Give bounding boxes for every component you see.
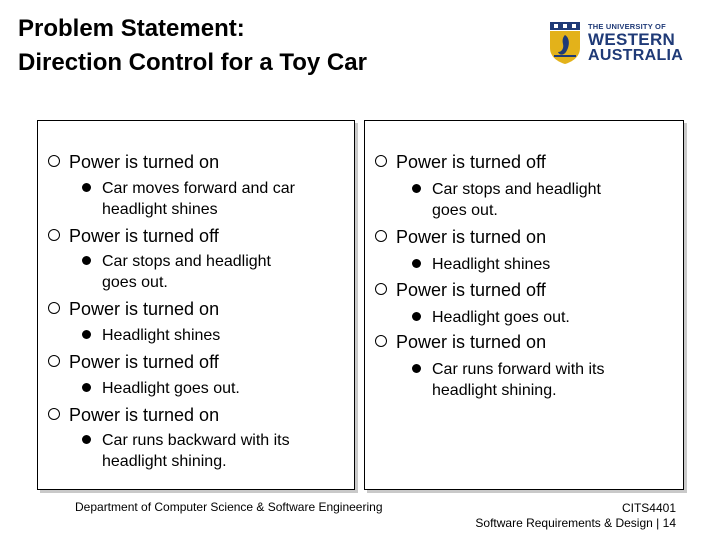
hollow-circle-bullet-icon: [48, 155, 60, 167]
left-item-2: Power is turned off: [48, 226, 219, 246]
left-item-1-sub: Car moves forward and car headlight shines: [102, 178, 295, 220]
hollow-circle-bullet-icon: [375, 230, 387, 242]
uwa-crest-icon: [548, 22, 582, 64]
hollow-circle-bullet-icon: [375, 283, 387, 295]
footer-course-code: CITS4401: [621, 501, 676, 515]
filled-circle-bullet-icon: [412, 259, 421, 268]
right-item-2: Power is turned on: [375, 227, 546, 247]
hollow-circle-bullet-icon: [48, 302, 60, 314]
footer-separator: |: [656, 516, 660, 530]
hollow-circle-bullet-icon: [48, 229, 60, 241]
filled-circle-bullet-icon: [82, 383, 91, 392]
filled-circle-bullet-icon: [412, 364, 421, 373]
footer-department: Department of Computer Science & Software Engineering: [75, 500, 383, 514]
filled-circle-bullet-icon: [82, 183, 91, 192]
right-item-2-sub: Headlight shines: [432, 254, 550, 275]
logo-line-3: AUSTRALIA: [588, 46, 684, 64]
left-item-3: Power is turned on: [48, 299, 219, 319]
filled-circle-bullet-icon: [82, 435, 91, 444]
logo-line-1: THE UNIVERSITY OF: [588, 22, 666, 31]
title-line-1: Problem Statement:: [18, 15, 245, 42]
right-item-4-sub: Car runs forward with its headlight shining.: [432, 359, 605, 401]
left-item-1: Power is turned on: [48, 152, 219, 172]
left-item-4: Power is turned off: [48, 352, 219, 372]
left-item-4-sub: Headlight goes out.: [102, 378, 240, 399]
right-item-3: Power is turned off: [375, 280, 546, 300]
left-item-5-sub: Car runs backward with its headlight shining.: [102, 430, 290, 472]
right-item-4: Power is turned on: [375, 332, 546, 352]
left-item-3-sub: Headlight shines: [102, 325, 220, 346]
right-item-3-sub: Headlight goes out.: [432, 307, 570, 328]
right-panel: [364, 120, 684, 490]
left-item-5: Power is turned on: [48, 405, 219, 425]
logo-line-2: WESTERN: [588, 29, 676, 49]
slide-title: [18, 12, 498, 80]
right-item-1: Power is turned off: [375, 152, 546, 172]
hollow-circle-bullet-icon: [375, 155, 387, 167]
page-number: 14: [662, 516, 676, 530]
right-item-1-sub: Car stops and headlight goes out.: [432, 179, 601, 221]
left-panel: [37, 120, 355, 490]
uwa-logo: [548, 20, 684, 66]
filled-circle-bullet-icon: [412, 184, 421, 193]
title-line-2: Direction Control for a Toy Car: [18, 49, 367, 76]
hollow-circle-bullet-icon: [48, 408, 60, 420]
filled-circle-bullet-icon: [82, 330, 91, 339]
footer-course-name: Software Requirements & Design: [475, 516, 653, 530]
left-item-2-sub: Car stops and headlight goes out.: [102, 251, 271, 293]
hollow-circle-bullet-icon: [375, 335, 387, 347]
hollow-circle-bullet-icon: [48, 355, 60, 367]
filled-circle-bullet-icon: [412, 312, 421, 321]
filled-circle-bullet-icon: [82, 256, 91, 265]
footer-course: [475, 501, 676, 531]
